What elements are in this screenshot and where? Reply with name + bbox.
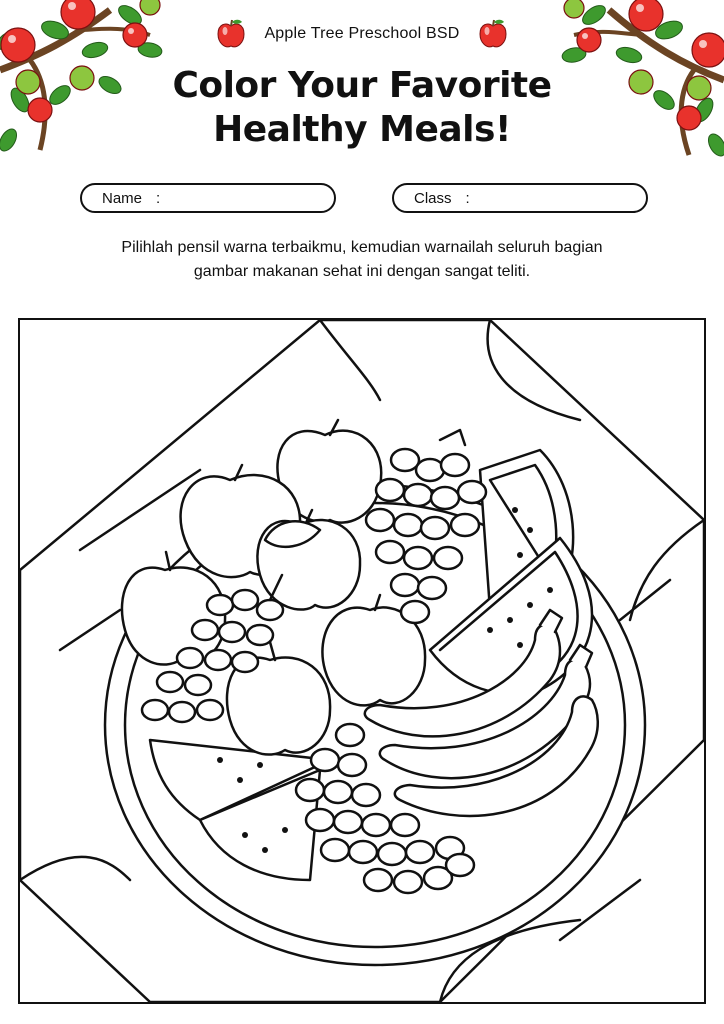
apple-icon [478, 18, 508, 50]
title-line-2: Healthy Meals! [213, 109, 511, 150]
name-separator: : [156, 189, 161, 207]
name-label: Name [102, 189, 143, 207]
instructions [40, 236, 684, 284]
school-header [0, 18, 724, 50]
class-separator: : [465, 189, 470, 207]
coloring-frame [18, 318, 706, 1004]
instructions-line-1: Pilihlah pensil warna terbaikmu, kemudian warnailah seluruh bagian [121, 239, 603, 256]
class-label: Class [414, 189, 452, 207]
fruit-plate-coloring-icon [20, 320, 704, 1002]
apple-icon [216, 18, 246, 50]
instructions-line-2: gambar makanan sehat ini dengan sangat teliti. [193, 263, 531, 280]
page-title [0, 64, 724, 152]
class-field[interactable] [392, 183, 648, 213]
title-line-1: Color Your Favorite [172, 65, 552, 106]
name-field[interactable] [80, 183, 336, 213]
school-name: Apple Tree Preschool BSD [264, 25, 460, 42]
